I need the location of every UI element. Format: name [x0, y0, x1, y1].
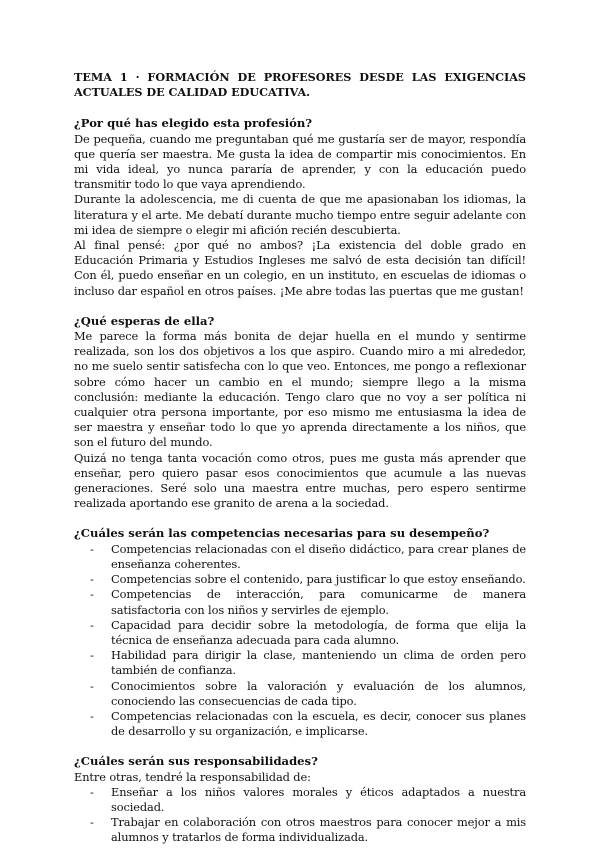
dash-bullet: - — [90, 678, 94, 693]
dash-bullet: - — [90, 572, 94, 587]
list-item — [74, 679, 526, 709]
list-item-text: Habilidad para dirigir la clase, manteniendo un clima de orden pero también de confianza. — [111, 648, 526, 678]
section-intro: Entre otras, tendré la responsabilidad de: — [74, 769, 311, 784]
responsibilities-list — [74, 785, 526, 846]
dash-bullet: - — [90, 648, 94, 663]
dash-bullet: - — [90, 541, 94, 556]
list-item-text: Competencias sobre el contenido, para justificar lo que estoy enseñando. — [111, 572, 526, 587]
dash-bullet: - — [90, 587, 94, 602]
paragraph: Al final pensé: ¿por qué no ambos? ¡La existencia del doble grado en Educación Primaria y Estudios Ingleses me salvó de esta decisión tan difícil! Con él, puedo enseñar en un colegio, en un instituto, en escuelas de idiomas o incluso dar español en otros países. ¡Me abre todas las puertas que me gustan! — [74, 238, 526, 298]
list-item-text: Capacidad para decidir sobre la metodología, de forma que elija la técnica de enseñanza adecuada para cada alumno. — [111, 617, 526, 647]
list-item-text: Competencias de interacción, para comunicarme de manera satisfactoria con los niños y servirles de ejemplo. — [111, 587, 526, 617]
list-item — [74, 618, 526, 648]
section-responsibilities — [74, 754, 526, 845]
list-item-text: Competencias relacionadas con el diseño didáctico, para crear planes de enseñanza coherentes. — [111, 541, 526, 571]
section-heading: ¿Cuáles serán las competencias necesarias para su desempeño? — [74, 526, 490, 541]
list-item-text: Competencias relacionadas con la escuela, es decir, conocer sus planes de desarrollo y su organización, e implicarse. — [111, 708, 526, 739]
section-heading: ¿Cuáles serán sus responsabilidades? — [74, 754, 318, 769]
list-item-text: Enseñar a los niños valores morales y éticos adaptados a nuestra sociedad. — [111, 784, 526, 814]
section-why-profession — [74, 116, 526, 298]
dash-bullet: - — [90, 617, 94, 632]
dash-bullet: - — [90, 784, 94, 799]
dash-bullet: - — [90, 815, 94, 830]
list-item — [74, 785, 526, 815]
list-item — [74, 709, 526, 739]
paragraph: Me parece la forma más bonita de dejar huella en el mundo y sentirme realizada, son los dos objetivos a los que aspiro. Cuando miro a mi alrededor, no me suelo sentir satisfecha con lo que veo. Entonces, me pongo a reflexionar sobre cómo hacer un cambio en el mundo; siempre llego a la misma conclusión: mediante la educación. Tengo claro que no voy a ser política ni cualquier otra persona importante, por eso mismo me entusiasma la idea de ser maestra y enseñar todo lo que yo aprenda directamente a los niños, que son el futuro del mundo. — [74, 329, 526, 450]
list-item-text: Trabajar en colaboración con otros maestros para conocer mejor a mis alumnos y tratarlos de forma individualizada. — [111, 815, 526, 845]
section-heading: ¿Por qué has elegido esta profesión? — [74, 116, 313, 131]
list-item — [74, 542, 526, 572]
list-item — [74, 648, 526, 678]
list-item — [74, 587, 526, 617]
document-title: TEMA 1 · FORMACIÓN DE PROFESORES DESDE LAS EXIGENCIAS ACTUALES DE CALIDAD EDUCATIVA. — [74, 70, 526, 100]
section-expectations — [74, 314, 526, 512]
list-item — [74, 572, 526, 587]
section-competencies — [74, 526, 526, 739]
paragraph: De pequeña, cuando me preguntaban qué me gustaría ser de mayor, respondía que quería ser maestra. Me gusta la idea de compartir mis conocimientos. En mi vida ideal, yo nunca pararía de aprender, y con la educación puedo transmitir todo lo que vaya aprendiendo. — [74, 131, 526, 192]
dash-bullet: - — [90, 708, 94, 723]
competencies-list — [74, 542, 526, 740]
list-item-text: Conocimientos sobre la valoración y evaluación de los alumnos, conociendo las consecuencias de cada tipo. — [111, 678, 526, 708]
list-item — [74, 815, 526, 845]
paragraph: Durante la adolescencia, me di cuenta de que me apasionaban los idiomas, la literatura y el arte. Me debatí durante mucho tiempo entre seguir adelante con mi idea de siempre o elegir mi afición recién descubierta. — [74, 192, 526, 237]
section-heading: ¿Qué esperas de ella? — [74, 313, 215, 328]
paragraph: Quizá no tenga tanta vocación como otros, pues me gusta más aprender que enseñar, pero quiero pasar esos conocimientos que acumule a las nuevas generaciones. Seré solo una maestra entre muchas, pero espero sentirme realizada aportando ese granito de arena a la sociedad. — [74, 450, 526, 511]
